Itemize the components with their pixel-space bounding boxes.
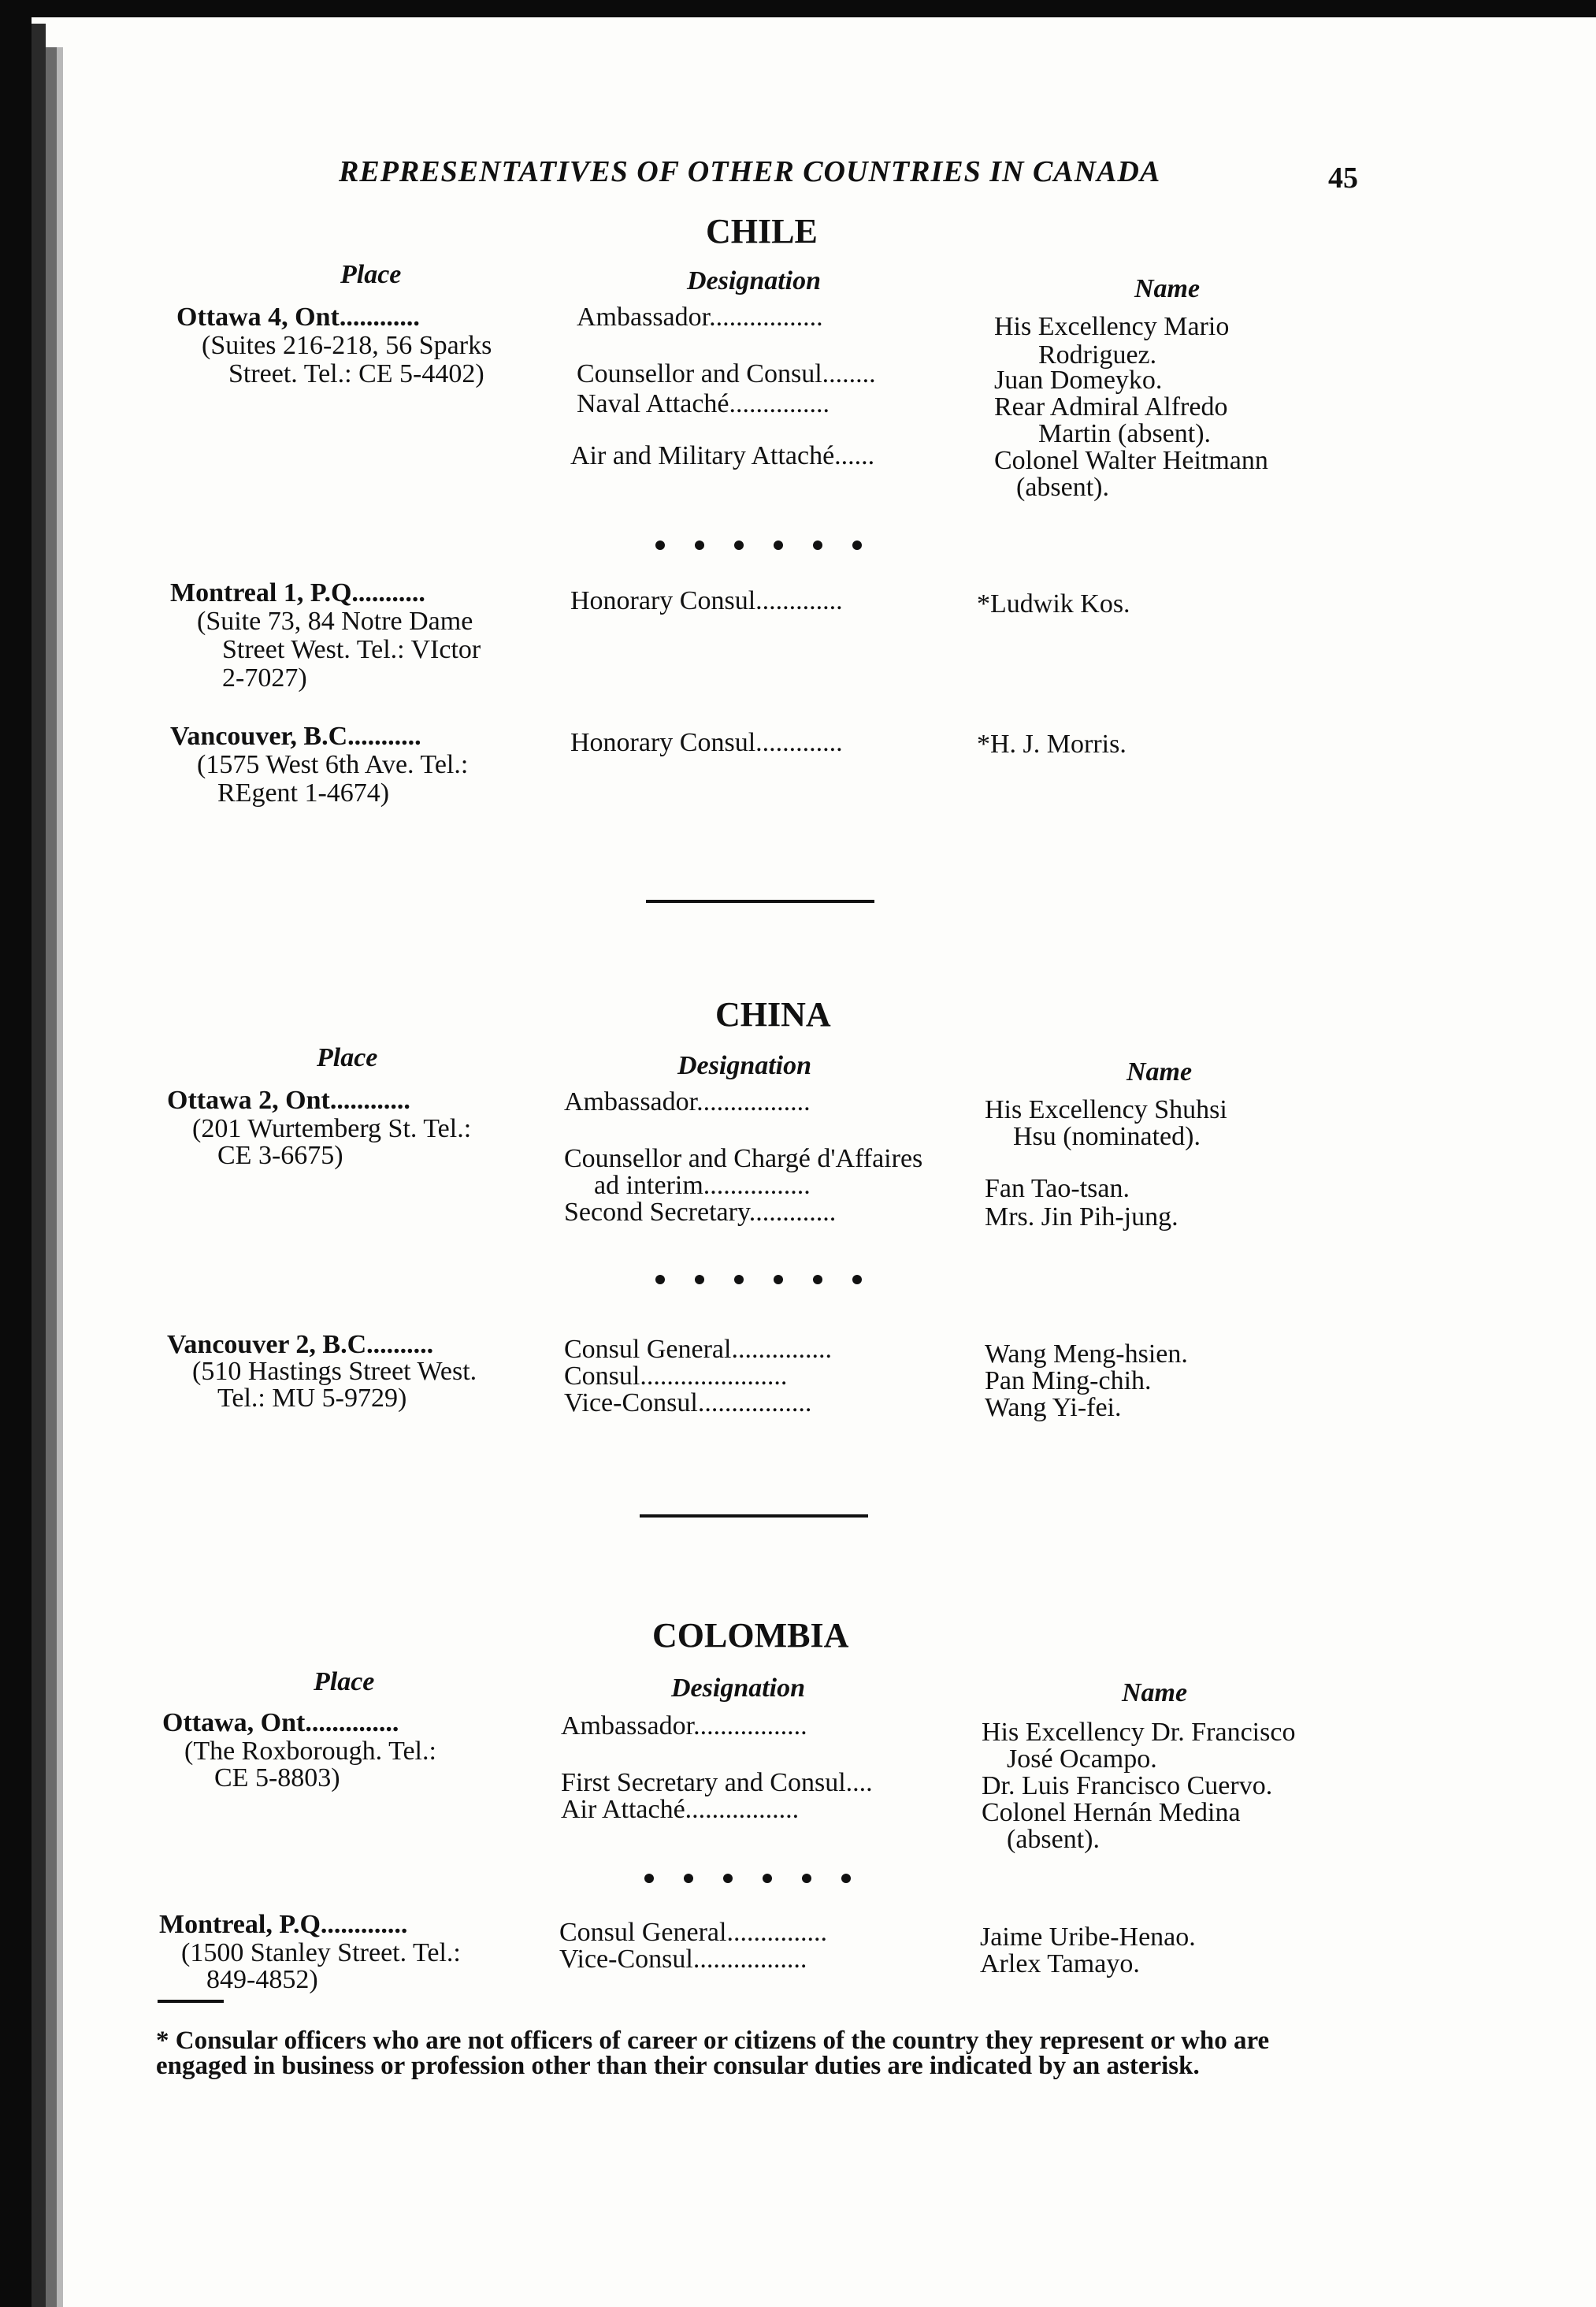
name-line: Colonel Hernán Medina [982,1798,1241,1827]
place-line: Ottawa 2, Ont............ [167,1086,410,1115]
column-header-designation: Designation [687,266,822,295]
place-line: (Suite 73, 84 Notre Dame [197,607,473,636]
name-line: Martin (absent). [1038,419,1212,448]
name-line: Arlex Tamayo. [980,1949,1140,1978]
designation-line: Ambassador................. [564,1087,811,1116]
name-line: (absent). [1007,1825,1100,1854]
scan-binding-shadow [57,47,63,2307]
name-line: His Excellency Dr. Francisco [982,1718,1296,1747]
name-line: (absent). [1016,473,1110,502]
place-line: Ottawa 4, Ont............ [176,303,420,332]
place-line: (The Roxborough. Tel.: [184,1737,436,1766]
scan-binding-edge [0,0,32,2307]
column-header-name: Name [1122,1678,1188,1707]
name-line: His Excellency Shuhsi [985,1095,1227,1124]
place-line: Ottawa, Ont.............. [162,1708,399,1737]
place-line: REgent 1-4674) [217,778,390,808]
name-line: José Ocampo. [1007,1744,1157,1774]
scan-binding-shadow [32,24,46,2307]
name-line: *Ludwik Kos. [977,589,1130,619]
designation-line: Consul...................... [564,1362,788,1391]
column-header-designation: Designation [671,1674,806,1703]
designation-line: Counsellor and Consul........ [577,359,876,388]
name-line: Mrs. Jin Pih-jung. [985,1202,1178,1232]
footnote: * Consular officers who are not officers of career or citizens of the country they represent or who are engaged in business or profession other than their consular duties are indicated by an asterisk. [156,2027,1270,2080]
designation-line: Ambassador................. [577,303,823,332]
place-line: 2-7027) [222,663,307,693]
designation-line: Air and Military Attaché...... [570,441,875,470]
place-line: Vancouver 2, B.C.......... [167,1330,434,1359]
column-header-place: Place [314,1667,375,1696]
scan-top-edge [0,0,1596,17]
name-line: Wang Yi-fei. [985,1393,1122,1422]
place-line: (510 Hastings Street West. [192,1357,477,1386]
name-line: Colonel Walter Heitmann [994,446,1268,475]
name-line: Dr. Luis Francisco Cuervo. [982,1771,1273,1800]
place-line: Vancouver, B.C........... [170,722,421,751]
place-line: Tel.: MU 5-9729) [217,1384,407,1413]
section-divider [640,1514,868,1518]
column-header-place: Place [317,1043,378,1072]
designation-line: Second Secretary............. [564,1198,837,1227]
place-line: CE 5-8803) [214,1763,340,1792]
country-title-chile: CHILE [706,212,818,251]
designation-line: Vice-Consul................. [564,1388,812,1417]
designation-line: First Secretary and Consul.... [561,1768,873,1797]
name-line: Pan Ming-chih. [985,1366,1152,1395]
scan-binding-shadow [46,47,57,2307]
place-line: (1575 West 6th Ave. Tel.: [197,750,469,779]
designation-line: ad interim................ [594,1171,811,1200]
place-line: Street. Tel.: CE 5-4402) [228,359,484,388]
place-line: 849-4852) [206,1965,318,1994]
designation-line: Naval Attaché............... [577,389,830,418]
place-line: (Suites 216-218, 56 Sparks [202,331,492,360]
name-line: *H. J. Morris. [977,730,1126,759]
name-line: Hsu (nominated). [1013,1122,1201,1151]
column-header-name: Name [1134,274,1201,303]
place-line: (1500 Stanley Street. Tel.: [181,1938,461,1967]
name-line: His Excellency Mario [994,312,1230,341]
section-divider [646,900,874,903]
column-header-designation: Designation [677,1051,812,1080]
name-line: Juan Domeyko. [994,366,1163,395]
page-number: 45 [1328,162,1358,195]
running-head: REPRESENTATIVES OF OTHER COUNTRIES IN CANADA [339,155,1161,188]
place-line: Street West. Tel.: VIctor [222,635,481,664]
country-title-china: CHINA [715,995,831,1034]
place-line: CE 3-6675) [217,1141,343,1170]
designation-line: Ambassador................. [561,1711,807,1740]
footnote-rule [158,2000,224,2003]
name-line: Wang Meng-hsien. [985,1339,1188,1369]
designation-line: Air Attaché................. [561,1795,800,1824]
place-line: Montreal 1, P.Q........... [170,578,425,607]
section-separator-dots [655,1275,862,1284]
column-header-place: Place [340,260,402,289]
column-header-name: Name [1126,1057,1193,1087]
place-line: Montreal, P.Q............. [159,1910,408,1939]
designation-line: Honorary Consul............. [570,728,843,757]
section-separator-dots [644,1874,851,1883]
name-line: Rodriguez. [1038,340,1157,370]
designation-line: Vice-Consul................. [559,1945,807,1974]
name-line: Rear Admiral Alfredo [994,392,1228,422]
country-title-colombia: COLOMBIA [652,1616,849,1655]
name-line: Jaime Uribe-Henao. [980,1922,1196,1952]
section-separator-dots [655,541,862,550]
place-line: (201 Wurtemberg St. Tel.: [192,1114,472,1143]
designation-line: Counsellor and Chargé d'Affaires [564,1144,923,1173]
name-line: Fan Tao-tsan. [985,1174,1130,1203]
designation-line: Consul General............... [564,1335,832,1364]
designation-line: Consul General............... [559,1918,827,1947]
designation-line: Honorary Consul............. [570,586,843,615]
